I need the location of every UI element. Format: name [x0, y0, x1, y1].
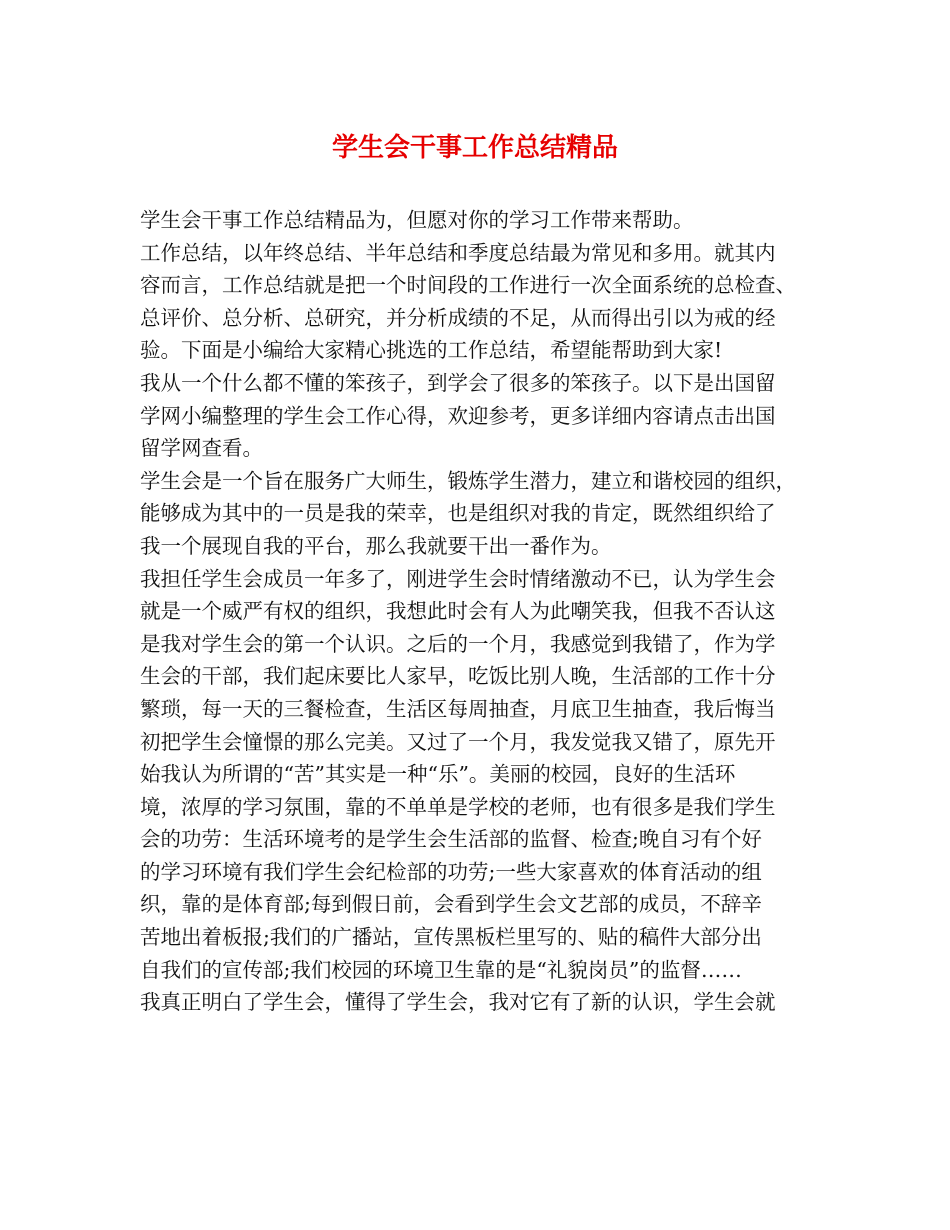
- text-line: 苦地出着板报;我们的广播站，宣传黑板栏里写的、贴的稿件大部分出: [140, 925, 762, 950]
- text-line: 会的功劳：生活环境考的是学生会生活部的监督、检查;晚自习有个好: [140, 827, 762, 852]
- text-line: 就是一个威严有权的组织，我想此时会有人为此嘲笑我，但我不否认这: [140, 599, 776, 624]
- text-line: 繁琐，每一天的三餐检查，生活区每周抽查，月底卫生抽查，我后悔当: [140, 696, 776, 721]
- text-line: 自我们的宣传部;我们校园的环境卫生靠的是“礼貌岗员”的监督……: [140, 957, 742, 982]
- text-line: 的学习环境有我们学生会纪检部的功劳;一些大家喜欢的体育活动的组: [140, 859, 762, 884]
- document-title: 学生会干事工作总结精品: [331, 133, 618, 163]
- text-line: 是我对学生会的第一个认识。之后的一个月，我感觉到我错了，作为学: [140, 631, 776, 656]
- text-line: 留学网查看。: [140, 436, 263, 461]
- text-line: 验。下面是小编给大家精心挑选的工作总结，希望能帮助到大家!: [140, 338, 723, 363]
- text-line: 我从一个什么都不懂的笨孩子，到学会了很多的笨孩子。以下是出国留: [140, 370, 776, 395]
- text-line: 能够成为其中的一员是我的荣幸，也是组织对我的肯定，既然组织给了: [140, 501, 776, 526]
- text-line: 织，靠的是体育部;每到假日前，会看到学生会文艺部的成员，不辞辛: [140, 892, 762, 917]
- text-line: 学生会干事工作总结精品为，但愿对你的学习工作带来帮助。: [140, 208, 694, 232]
- text-line: 始我认为所谓的“苦”其实是一种“乐”。美丽的校园，良好的生活环: [140, 762, 736, 787]
- text-line: 学生会是一个旨在服务广大师生，锻炼学生潜力，建立和谐校园的组织，: [140, 468, 796, 493]
- text-line: 初把学生会憧憬的那么完美。又过了一个月，我发觉我又错了，原先开: [140, 729, 776, 754]
- text-line: 工作总结，以年终总结、半年总结和季度总结最为常见和多用。就其内: [140, 240, 776, 265]
- text-line: 我真正明白了学生会，懂得了学生会，我对它有了新的认识，学生会就: [140, 990, 776, 1015]
- text-line: 我担任学生会成员一年多了，刚进学生会时情绪激动不已，认为学生会: [140, 566, 776, 591]
- text-line: 生会的干部，我们起床要比人家早，吃饭比别人晚，生活部的工作十分: [140, 664, 776, 689]
- text-line: 境，浓厚的学习氛围，靠的不单单是学校的老师，也有很多是我们学生: [140, 794, 776, 819]
- text-line: 我一个展现自我的平台，那么我就要干出一番作为。: [140, 533, 612, 558]
- text-line: 学网小编整理的学生会工作心得，欢迎参考，更多详细内容请点击出国: [140, 403, 776, 428]
- text-line: 总评价、总分析、总研究，并分析成绩的不足，从而得出引以为戒的经: [140, 305, 776, 330]
- text-line: 容而言，工作总结就是把一个时间段的工作进行一次全面系统的总检查、: [140, 273, 796, 298]
- document-body: [140, 204, 815, 1019]
